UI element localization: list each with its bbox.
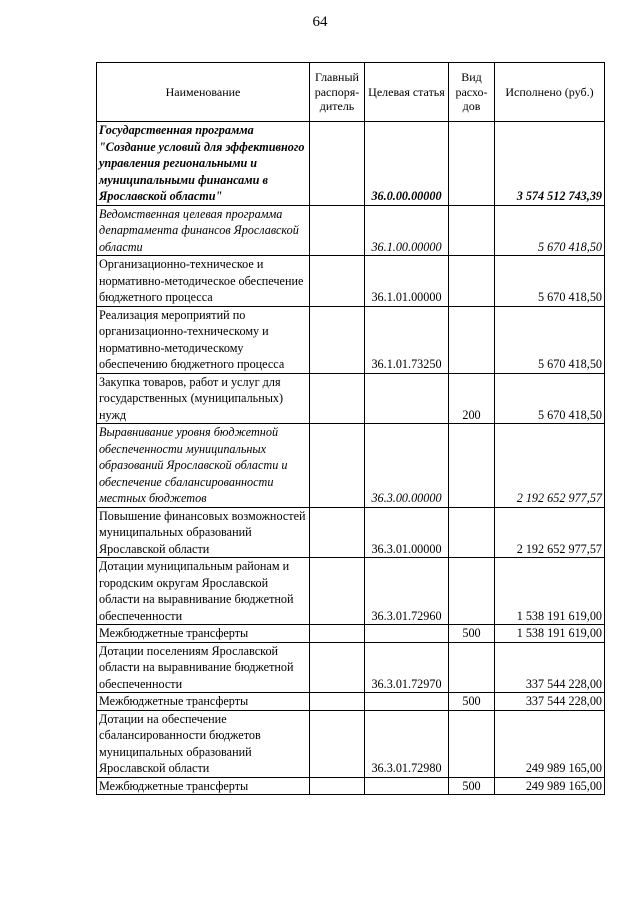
row-name-cell: Межбюджетные трансферты [97,777,310,795]
row-amount-cell: 1 538 191 619,00 [495,558,605,625]
row-target-article-cell [365,625,449,643]
row-expense-type-cell: 500 [449,693,495,711]
header-executed-amount: Исполнено (руб.) [495,63,605,122]
row-amount-cell: 2 192 652 977,57 [495,424,605,508]
row-expense-type-cell [449,710,495,777]
row-chief-administrator-cell [310,777,365,795]
row-expense-type-cell [449,205,495,256]
row-target-article-cell: 36.3.01.72980 [365,710,449,777]
row-chief-administrator-cell [310,306,365,373]
row-name-cell: Повышение финансовых возможностей муниципальных образований Ярославской области [97,507,310,558]
table-body [97,122,605,795]
table-row [97,205,605,256]
row-name-cell: Государственная программа "Создание условий для эффективного управления региональными и муниципальными финансами в Ярославской области" [97,122,310,206]
table-row [97,642,605,693]
header-name: Наименование [97,63,310,122]
table-row [97,256,605,307]
row-expense-type-cell: 500 [449,777,495,795]
row-name-cell: Ведомственная целевая программа департамента финансов Ярославской области [97,205,310,256]
row-name-cell: Закупка товаров, работ и услуг для государственных (муниципальных) нужд [97,373,310,424]
row-amount-cell: 249 989 165,00 [495,777,605,795]
row-chief-administrator-cell [310,424,365,508]
row-name-cell: Организационно-техническое и нормативно-методическое обеспечение бюджетного процесса [97,256,310,307]
table-row [97,507,605,558]
row-expense-type-cell [449,256,495,307]
table-row [97,373,605,424]
row-name-cell: Дотации поселениям Ярославской области на выравнивание бюджетной обеспеченности [97,642,310,693]
row-amount-cell: 5 670 418,50 [495,205,605,256]
header-row [97,63,605,122]
row-expense-type-cell [449,642,495,693]
row-chief-administrator-cell [310,642,365,693]
page-number: 64 [312,14,328,30]
row-target-article-cell [365,777,449,795]
row-chief-administrator-cell [310,625,365,643]
table-row [97,625,605,643]
row-name-cell: Межбюджетные трансферты [97,693,310,711]
row-expense-type-cell [449,122,495,206]
row-name-cell: Дотации муниципальным районам и городским округам Ярославской области на выравнивание бюджетной обеспеченности [97,558,310,625]
row-target-article-cell [365,693,449,711]
row-amount-cell: 1 538 191 619,00 [495,625,605,643]
row-chief-administrator-cell [310,122,365,206]
budget-execution-table [96,62,605,795]
row-expense-type-cell [449,424,495,508]
row-amount-cell: 5 670 418,50 [495,256,605,307]
header-chief-administrator: Главный распоря-дитель [310,63,365,122]
row-expense-type-cell: 500 [449,625,495,643]
table-row [97,558,605,625]
row-chief-administrator-cell [310,693,365,711]
table-header [97,63,605,122]
row-chief-administrator-cell [310,373,365,424]
row-expense-type-cell: 200 [449,373,495,424]
row-amount-cell: 5 670 418,50 [495,373,605,424]
row-amount-cell: 337 544 228,00 [495,642,605,693]
row-target-article-cell: 36.1.01.00000 [365,256,449,307]
row-target-article-cell: 36.3.01.72960 [365,558,449,625]
row-expense-type-cell [449,558,495,625]
row-target-article-cell: 36.1.01.73250 [365,306,449,373]
row-amount-cell: 249 989 165,00 [495,710,605,777]
row-chief-administrator-cell [310,558,365,625]
table-row [97,777,605,795]
row-chief-administrator-cell [310,205,365,256]
row-target-article-cell: 36.3.00.00000 [365,424,449,508]
row-chief-administrator-cell [310,256,365,307]
header-target-article: Целевая статья [365,63,449,122]
table-row [97,693,605,711]
table-row [97,710,605,777]
table-row [97,122,605,206]
table-row [97,306,605,373]
row-target-article-cell: 36.0.00.00000 [365,122,449,206]
row-expense-type-cell [449,507,495,558]
row-chief-administrator-cell [310,710,365,777]
row-expense-type-cell [449,306,495,373]
row-chief-administrator-cell [310,507,365,558]
row-name-cell: Реализация мероприятий по организационно-техническому и нормативно-методическому обеспечению бюджетного процесса [97,306,310,373]
header-expense-type: Вид расхо-дов [449,63,495,122]
row-target-article-cell: 36.3.01.00000 [365,507,449,558]
row-amount-cell: 2 192 652 977,57 [495,507,605,558]
row-target-article-cell: 36.3.01.72970 [365,642,449,693]
row-amount-cell: 3 574 512 743,39 [495,122,605,206]
row-target-article-cell: 36.1.00.00000 [365,205,449,256]
table-row [97,424,605,508]
row-amount-cell: 5 670 418,50 [495,306,605,373]
row-name-cell: Межбюджетные трансферты [97,625,310,643]
row-name-cell: Дотации на обеспечение сбалансированности бюджетов муниципальных образований Ярославской области [97,710,310,777]
row-name-cell: Выравнивание уровня бюджетной обеспеченности муниципальных образований Ярославской области и обеспечение сбалансированности местных бюджетов [97,424,310,508]
row-amount-cell: 337 544 228,00 [495,693,605,711]
row-target-article-cell [365,373,449,424]
